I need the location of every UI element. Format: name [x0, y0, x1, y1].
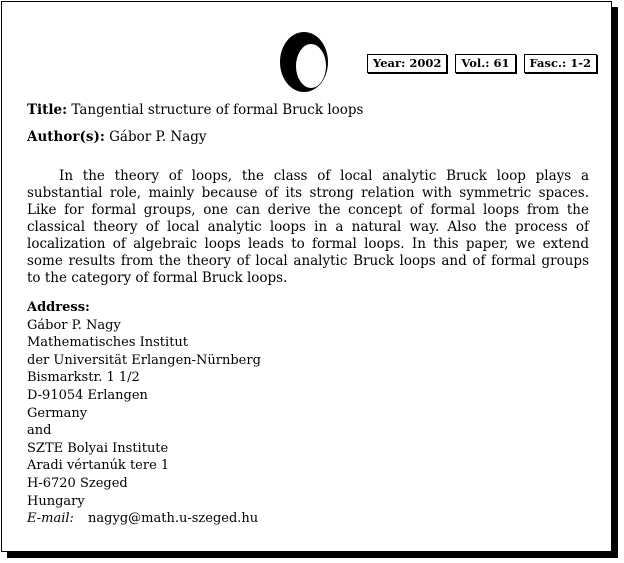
address-line: Germany: [27, 405, 88, 421]
address-line: Mathematisches Institut: [27, 335, 189, 351]
title-label: Title:: [27, 102, 68, 118]
fascicle-tag: Fasc.: 1-2: [524, 54, 598, 73]
address-label: Address:: [27, 300, 90, 315]
issue-tags: [367, 54, 597, 73]
paper-authors: [27, 129, 207, 145]
address-line: Aradi vértanúk tere 1: [27, 458, 170, 474]
address-line: SZTE Bolyai Institute: [27, 440, 169, 456]
address-line: der Universität Erlangen-Nürnberg: [27, 352, 261, 368]
email-address: nagyg@math.u-szeged.hu: [88, 511, 259, 527]
authors-label: Author(s):: [27, 129, 105, 145]
address-line: and: [27, 423, 52, 439]
volume-tag: Vol.: 61: [455, 54, 515, 73]
email-line: [27, 510, 261, 528]
address-line: Hungary: [27, 493, 85, 509]
address-line: D-91054 Erlangen: [27, 387, 148, 403]
address-block: [27, 299, 261, 528]
year-tag: Year: 2002: [367, 54, 447, 73]
paper-title: [27, 102, 363, 118]
address-line: Bismarkstr. 1 1/2: [27, 370, 140, 386]
address-line: H-6720 Szeged: [27, 475, 128, 491]
journal-logo-icon: [278, 30, 330, 94]
title-text: Tangential structure of formal Bruck loops: [71, 102, 364, 118]
paper-page: [1, 1, 612, 552]
address-line: Gábor P. Nagy: [27, 317, 121, 333]
authors-text: Gábor P. Nagy: [109, 129, 207, 145]
email-label: E-mail:: [27, 511, 74, 527]
abstract: In the theory of loops, the class of local analytic Bruck loop plays a substantial role, mainly because of its strong relation with symmetric spaces. Like for formal groups, one can derive the concept of formal loops from the classical theory of local analytic loops in a natural way. Also the process of localization of algebraic loops leads to formal loops. In this paper, we extend some results from the theory of local analytic Bruck loops and of formal groups to the category of formal Bruck loops.: [27, 168, 589, 286]
